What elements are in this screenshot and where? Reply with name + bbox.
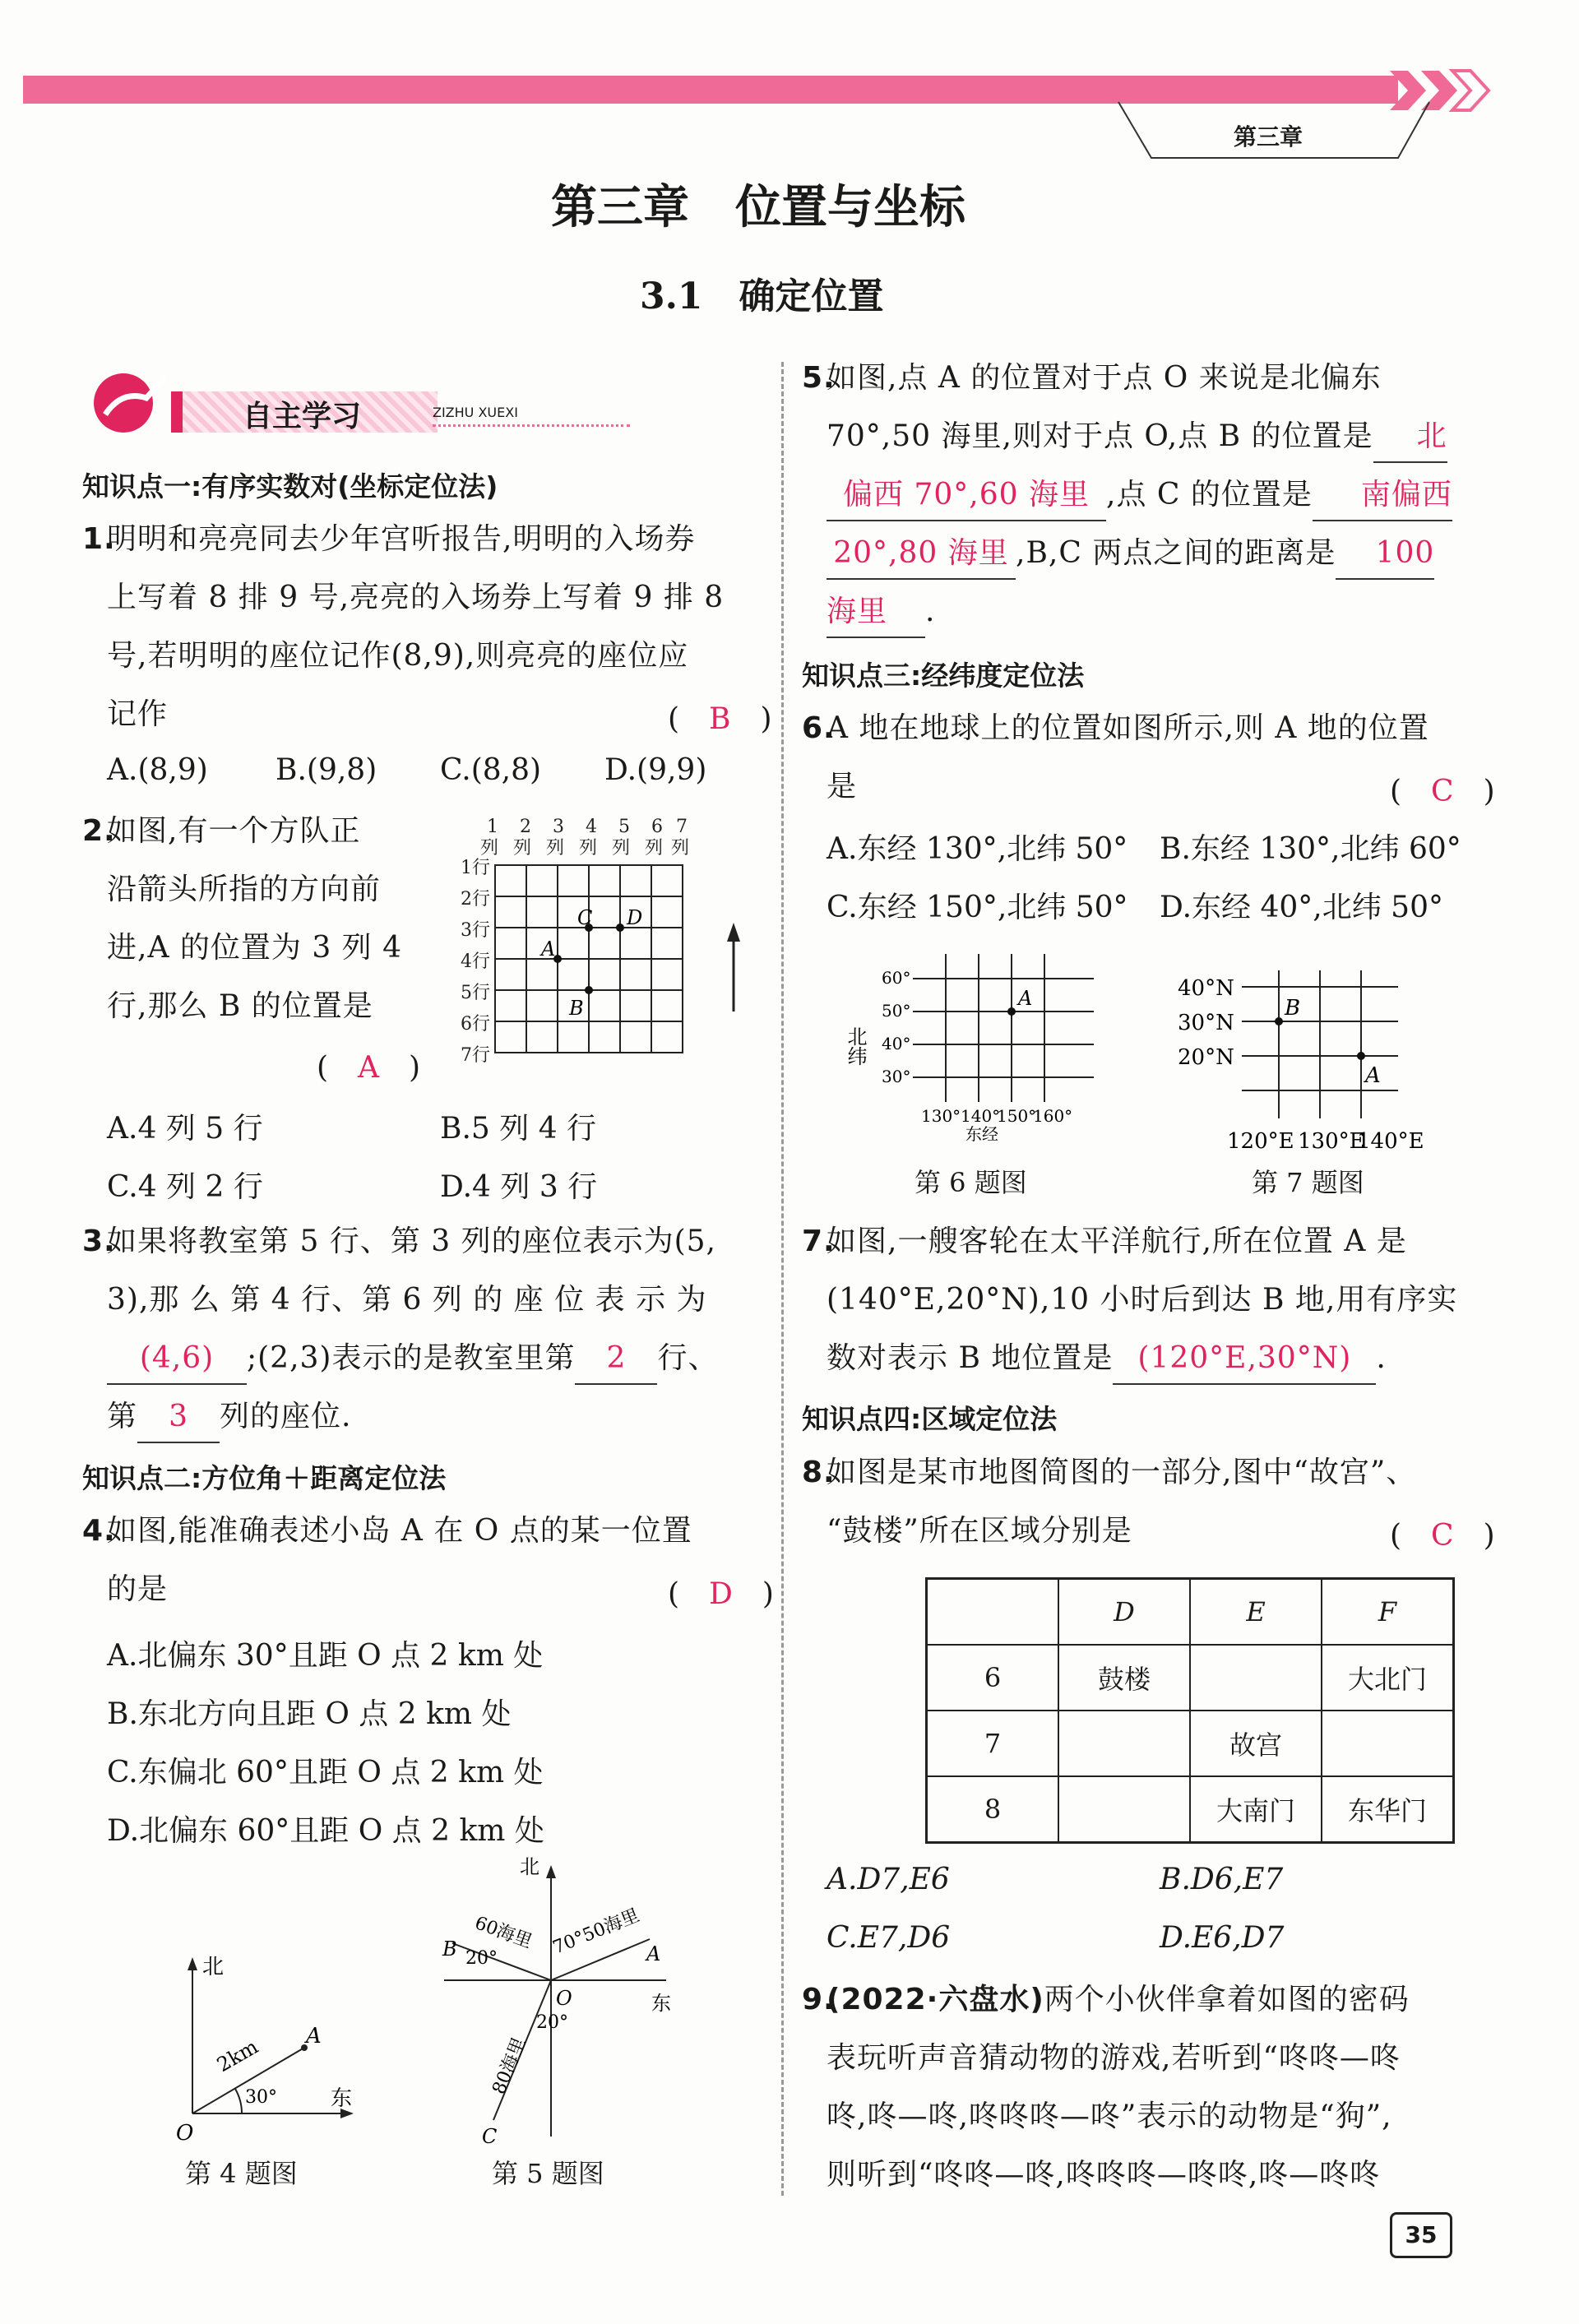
q2-answer: ( A ) [317,1051,421,1085]
knowledge-point-4: 知识点四:区域定位法 [802,1403,1058,1435]
q9-text: 两个小伙伴拿着如图的密码 [1044,1983,1410,2016]
badge-label: 自主学习 [243,400,362,433]
q7-lon-label: 140°E [1357,1129,1424,1154]
q1-choice: A.(8,9) [107,753,208,787]
section-title: 3.1 确定位置 [640,275,884,317]
q5-line: 如图,点 A 的位置对于点 O 来说是北偏东 [827,361,1382,395]
q5-point-c-label: C [482,2125,498,2148]
q2-row-label: 6行 [461,1014,490,1035]
q9-line: 咚,咚—咚,咚咚咚—咚”表示的动物是“狗”, [827,2099,1392,2133]
q5-line3 [827,465,1452,524]
table-cell: 6 [927,1645,1059,1711]
q7-lat-label: 20°N [1178,1045,1234,1070]
q5-caption: 第 5 题图 [492,2158,604,2189]
q5-number: 5. [802,361,836,395]
table-cell [1058,1776,1190,1843]
q4-answer-value: D [709,1577,733,1611]
table-row [927,1645,1454,1711]
q4-line: 的是 [107,1572,169,1606]
q3-line3 [107,1329,719,1387]
q4-number: 4. [82,1514,116,1548]
q5-point-b-label: B [442,1937,457,1961]
q8-choice: A.D7,E6 [827,1863,950,1896]
q2-line: 如图,有一个方队正 [107,814,361,848]
q1-line: 上写着 8 排 9 号,亮亮的入场券上写着 9 排 8 [107,581,725,614]
q3-text: 列的座位. [220,1400,352,1433]
q6-point-a-label: A [1018,987,1033,1010]
q6-answer-value: C [1431,775,1454,808]
q2-point-label: C [577,906,593,929]
q2-point-label: A [541,937,556,961]
q1-choice: D.(9,9) [604,753,707,787]
q6-answer: ( C ) [1390,775,1495,808]
q5-north-label: 北 [520,1855,539,1878]
q6-lon-label: 130° [921,1106,961,1126]
q2-row-label: 4行 [461,951,490,972]
q6-number: 6. [802,711,836,745]
q2-line: 行,那么 B 的位置是 [107,989,373,1023]
table-row [927,1579,1454,1646]
q2-row-label: 2行 [461,889,490,910]
q5-blank-2b: 20°,80 海里 [827,529,1016,580]
table-cell: E [1190,1579,1322,1646]
q4-distance-label: 2km [213,2035,262,2077]
q2-row-label: 3行 [461,920,490,941]
q5-angle-label: 20° [465,1948,498,1969]
q3-blank-3: 3 [137,1392,220,1443]
q5-blank-3a: 100 [1336,529,1434,580]
q9-number: 9. [802,1983,836,2016]
q7-point-a-label: A [1365,1063,1381,1088]
q5-blank-1b: 偏西 70°,60 海里 [827,470,1106,521]
q9-source: (2022·六盘水) [827,1983,1044,2016]
q8-region-table [925,1577,1455,1844]
q7-lat-label: 30°N [1178,1011,1234,1035]
table-cell [927,1579,1059,1646]
q5-blank-2a: 南偏西 [1313,470,1452,521]
table-cell: 大北门 [1322,1645,1454,1711]
q5-line5 [827,582,935,641]
q2-col-num: 4 [586,817,597,837]
q4-answer: ( D ) [668,1577,774,1611]
q5-text: ,点 C 的位置是 [1106,478,1313,512]
q2-col-word: 列 [546,838,565,859]
q5-angle-label: 20° [536,2012,568,2033]
q6-lon-label: 160° [1033,1106,1073,1126]
q3-text: 第 [107,1400,138,1433]
q4-choice: D.北偏东 60°且距 O 点 2 km 处 [107,1814,544,1848]
table-cell: F [1322,1579,1454,1646]
table-row [927,1711,1454,1776]
q3-number: 3. [82,1224,116,1258]
q8-choice: D.E6,D7 [1160,1921,1285,1955]
q7-lat-label: 40°N [1178,976,1234,1001]
table-cell: 大南门 [1190,1776,1322,1843]
q7-text: 数对表示 B 地位置是 [827,1341,1114,1375]
q6-caption: 第 6 题图 [915,1167,1027,1198]
q2-point-label: D [627,906,643,929]
q7-line: (140°E,20°N),10 小时后到达 B 地,用有序实 [827,1283,1458,1317]
pen-icon [89,365,171,439]
q1-line: 号,若明明的座位记作(8,9),则亮亮的座位应 [107,639,689,673]
q5-line2 [827,407,1447,465]
q2-choice: C.4 列 2 行 [107,1170,263,1204]
q1-answer: ( B ) [668,702,772,736]
q8-choice: C.E7,D6 [827,1921,951,1955]
q9-line1 [827,1970,1410,2029]
q2-point-label: B [569,997,584,1020]
q2-row-label: 7行 [461,1045,490,1066]
table-cell: 东华门 [1322,1776,1454,1843]
q7-lon-label: 120°E [1227,1129,1294,1154]
q4-north-label: 北 [202,1955,225,1979]
q6-lon-label: 140° [961,1106,1001,1126]
q2-choice: A.4 列 5 行 [107,1112,263,1146]
badge-dotted-arrow [433,424,630,427]
q2-col-word: 列 [612,838,631,859]
q6-line: 是 [827,770,858,803]
q5-blank-3b: 海里 [827,587,925,638]
q6-lon-label: 150° [997,1106,1037,1126]
q2-col-num: 1 [487,817,498,837]
q2-row-label: 1行 [461,858,490,878]
q2-col-word: 列 [645,838,664,859]
q6-figure [839,946,1110,1143]
q7-lon-label: 130°E [1298,1129,1365,1154]
q1-choice: C.(8,8) [440,753,542,787]
q5-origin-label: O [556,1987,572,2010]
q7-line3 [827,1329,1387,1387]
q8-line: 如图是某市地图简图的一部分,图中“故宫”、 [827,1456,1417,1489]
q8-answer-value: C [1431,1519,1454,1553]
q1-answer-value: B [709,702,731,736]
q7-number: 7. [802,1224,836,1258]
table-cell: 故宫 [1190,1711,1322,1776]
q2-col-num: 7 [676,817,688,837]
q7-figure [1176,962,1424,1160]
q2-col-num: 2 [520,817,531,837]
knowledge-point-1: 知识点一:有序实数对(坐标定位法) [82,470,498,502]
q5-figure [428,1849,699,2153]
q5-a-distance: 70°50海里 [549,1905,643,1959]
knowledge-point-2: 知识点二:方位角＋距离定位法 [82,1462,447,1494]
q6-lat-label: 50° [882,1001,911,1021]
table-cell [1190,1645,1322,1711]
table-row [927,1776,1454,1843]
q6-line: A 地在地球上的位置如图所示,则 A 地的位置 [827,711,1429,745]
knowledge-point-3: 知识点三:经纬度定位法 [802,660,1085,692]
q2-col-word: 列 [480,838,499,859]
q5-east-label: 东 [651,1992,671,2015]
q2-grid-figure [444,814,757,1077]
q3-line: 3),那 么 第 4 行、第 6 列 的 座 位 表 示 为 [107,1283,707,1317]
q6-lat-label: 60° [882,968,911,988]
q5-b-distance: 60海里 [471,1913,535,1953]
table-cell [1058,1711,1190,1776]
q5-text: . [925,595,936,628]
q3-line4 [107,1387,351,1446]
q2-choice: B.5 列 4 行 [440,1112,597,1146]
q2-col-word: 列 [513,838,532,859]
q2-answer-value: A [358,1051,380,1085]
q6-choice: B.东经 130°,北纬 60° [1160,832,1461,866]
q6-choice: A.东经 130°,北纬 50° [827,832,1128,866]
q1-line: 记作 [107,697,169,731]
table-cell: 7 [927,1711,1059,1776]
q4-angle-label: 30° [245,2087,277,2108]
q2-col-num: 3 [553,817,564,837]
q8-line: “鼓楼”所在区域分别是 [827,1514,1132,1548]
q4-choice: B.东北方向且距 O 点 2 km 处 [107,1697,512,1731]
table-cell: D [1058,1579,1190,1646]
q4-choice: A.北偏东 30°且距 O 点 2 km 处 [107,1639,544,1673]
q9-line: 则听到“咚咚—咚,咚咚咚—咚咚,咚—咚咚 [827,2158,1381,2192]
q2-line: 沿箭头所指的方向前 [107,873,382,906]
q5-line4 [827,524,1434,582]
q4-choice: C.东偏北 60°且距 O 点 2 km 处 [107,1756,544,1789]
table-cell: 鼓楼 [1058,1645,1190,1711]
q2-col-word: 列 [671,838,690,859]
q6-choice: D.东经 40°,北纬 50° [1160,891,1443,924]
q7-point-b-label: B [1285,996,1301,1021]
q2-col-word: 列 [579,838,598,859]
q5-point-a-label: A [646,1942,661,1965]
q3-text: ;(2,3)表示的是教室里第 [247,1341,576,1375]
table-cell: 8 [927,1776,1059,1843]
q2-row-label: 5行 [461,983,490,1003]
q7-line: 如图,一艘客轮在太平洋航行,所在位置 A 是 [827,1224,1407,1258]
q5-text: 70°,50 海里,则对于点 O,点 B 的位置是 [827,419,1373,453]
q7-blank: (120°E,30°N) [1113,1334,1376,1385]
q7-caption: 第 7 题图 [1252,1167,1364,1198]
q1-choice: B.(9,8) [276,753,377,787]
chapter-title: 第三章 位置与坐标 [551,181,965,234]
q4-east-label: 东 [331,2086,353,2111]
chapter-tab-label: 第三章 [1234,123,1303,150]
q1-number: 1. [82,522,116,556]
q3-blank-2: 2 [575,1334,657,1385]
q2-number: 2. [82,814,116,848]
q3-blank-1: (4,6) [107,1334,247,1385]
q7-text: . [1376,1341,1387,1375]
q5-blank-1a: 北 [1373,412,1447,463]
q6-lat-title: 北纬 [844,1026,867,1066]
q8-number: 8. [802,1456,836,1489]
badge-pinyin: ZIZHU XUEXI [433,405,518,420]
q6-lon-title: 东经 [965,1124,998,1144]
q9-line: 表玩听声音猜动物的游戏,若听到“咚咚—咚 [827,2041,1401,2075]
q1-line: 明明和亮亮同去少年宫听报告,明明的入场券 [107,522,696,556]
q4-point-a-label: A [306,2024,322,2049]
q4-origin-label: O [176,2121,194,2146]
page-number: 35 [1390,2212,1452,2258]
q8-answer: ( C ) [1390,1519,1495,1553]
table-cell [1322,1711,1454,1776]
q2-line: 进,A 的位置为 3 列 4 [107,931,403,965]
q3-text: 行、 [657,1341,719,1375]
q4-line: 如图,能准确表述小岛 A 在 O 点的某一位置 [107,1514,692,1548]
q5-text: ,B,C 两点之间的距离是 [1016,536,1336,570]
arrow-up-icon [727,923,740,1012]
q2-choice: D.4 列 3 行 [440,1170,598,1204]
q3-line: 如果将教室第 5 行、第 3 列的座位表示为(5, [107,1224,716,1258]
q5-c-distance: 80海里 [489,2035,530,2098]
q2-col-num: 6 [651,817,663,837]
q2-col-num: 5 [618,817,630,837]
q8-choice: B.D6,E7 [1160,1863,1284,1896]
q6-lat-label: 30° [882,1067,911,1086]
q4-figure [173,1941,378,2146]
q6-choice: C.东经 150°,北纬 50° [827,891,1128,924]
column-divider [781,362,784,2196]
q4-caption: 第 4 题图 [185,2158,298,2189]
q6-lat-label: 40° [882,1034,911,1053]
